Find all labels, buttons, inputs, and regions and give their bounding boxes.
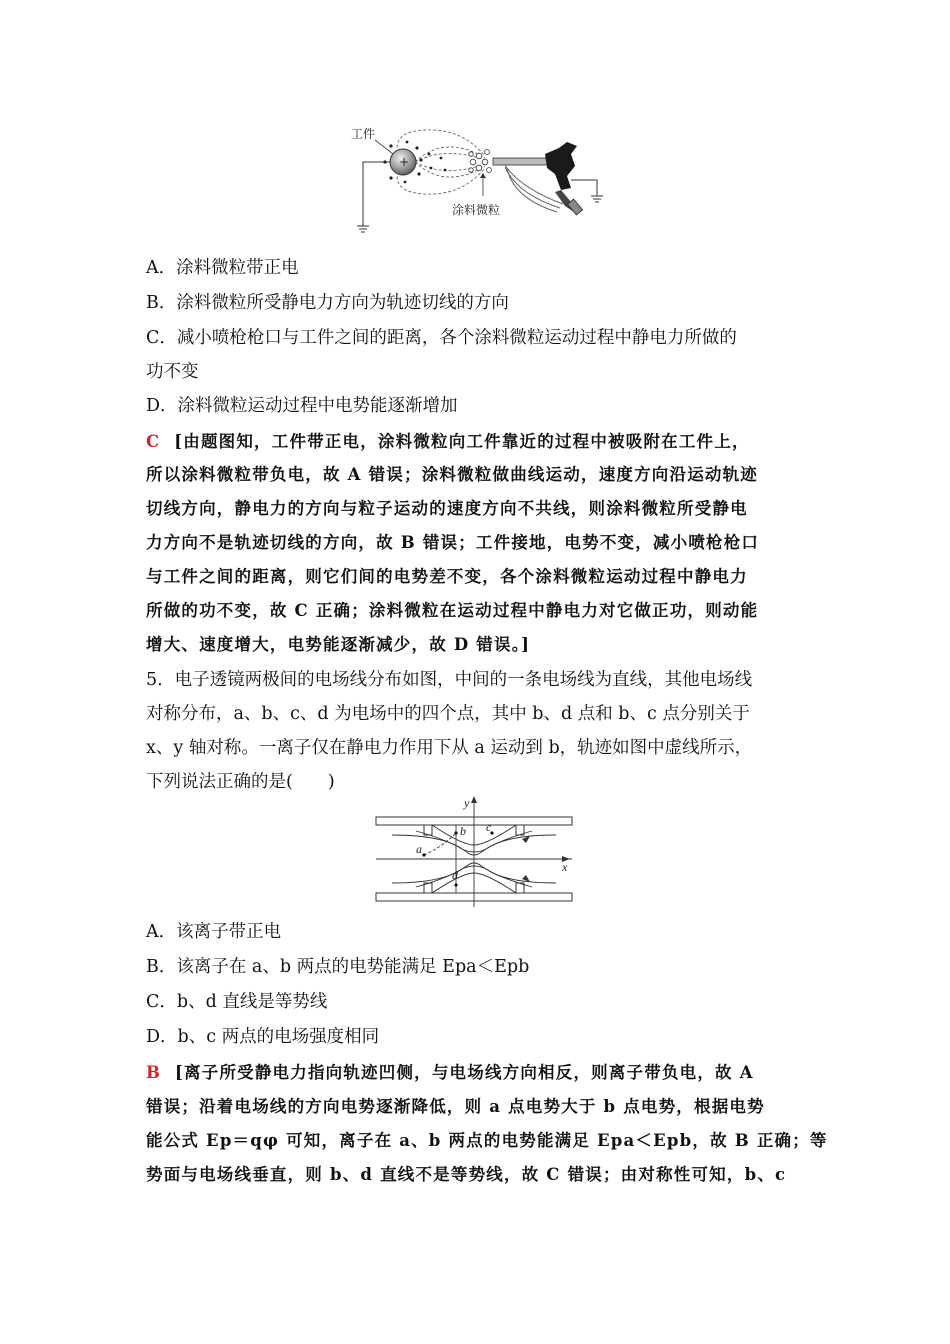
q4-option-c-line2: 功不变 <box>146 362 199 382</box>
q4-explanation-0: [由题图知，工件带正电，涂料微粒向工件靠近的过程中被吸附在工件上， <box>174 432 750 451</box>
q4-answer-letter: C <box>146 432 161 451</box>
q5-explanation-1: 错误；沿着电场线的方向电势逐渐降低，则 a 点电势大于 b 点电势，根据电势 <box>146 1097 765 1116</box>
point-a-label: a <box>416 842 422 856</box>
q5-stem-3: 下列说法正确的是( ) <box>146 772 335 792</box>
q5-option-b: B．该离子在 a、b 两点的电势能满足 Epa＜Epb <box>146 957 530 977</box>
q4-option-d: D．涂料微粒运动过程中电势能逐渐增加 <box>146 396 458 416</box>
q5-explanation-3: 势面与电场线垂直，则 b、d 直线不是等势线，故 C 错误；由对称性可知，b、c <box>146 1165 787 1184</box>
q4-explanation-5: 所做的功不变，故 C 正确；涂料微粒在运动过程中静电力对它做正功，则动能 <box>146 601 759 620</box>
q5-explanation-0: [离子所受静电力指向轨迹凹侧，与电场线方向相反，则离子带负电，故 A <box>175 1063 754 1082</box>
spray-painting-figure <box>345 118 605 243</box>
q4-option-b: B．涂料微粒所受静电力方向为轨迹切线的方向 <box>146 293 509 313</box>
q4-explanation-1: 所以涂料微粒带负电，故 A 错误；涂料微粒做曲线运动，速度方向沿运动轨迹 <box>146 465 758 484</box>
q4-explanation-3: 力方向不是轨迹切线的方向，故 B 错误；工件接地，电势不变，减小喷枪枪口 <box>146 533 760 552</box>
q4-explanation-2: 切线方向，静电力的方向与粒子运动的速度方向不共线，则涂料微粒所受静电 <box>146 499 748 518</box>
point-d-label: d <box>452 868 458 882</box>
q5-option-a: A．该离子带正电 <box>146 922 282 942</box>
q4-option-a: A．涂料微粒带正电 <box>146 258 299 278</box>
q4-explanation-6: 增大、速度增大，电势能逐渐减少，故 D 错误。] <box>146 635 531 654</box>
x-axis-label: x <box>562 860 568 874</box>
q5-stem-2: x、y 轴对称。一离子仅在静电力作用下从 a 运动到 b，轨迹如图中虚线所示， <box>146 738 753 758</box>
q5-option-c: C．b、d 直线是等势线 <box>146 992 328 1012</box>
workpiece-label: 工件 <box>351 127 376 141</box>
q5-explanation-2: 能公式 Ep＝qφ 可知，离子在 a、b 两点的电势能满足 Epa＜Epb，故 B 正确；等 <box>146 1131 828 1150</box>
q4-explanation-line <box>146 430 750 454</box>
q5-answer-letter: B <box>146 1063 162 1082</box>
electron-lens-figure <box>372 795 577 910</box>
q5-option-d: D．b、c 两点的电场强度相同 <box>146 1027 380 1047</box>
q5-explanation-line <box>146 1061 754 1085</box>
q4-explanation-4: 与工件之间的距离，则它们间的电势差不变，各个涂料微粒运动过程中静电力 <box>146 567 748 586</box>
y-axis-label: y <box>464 796 470 810</box>
q5-stem-0: 5．电子透镜两极间的电场线分布如图，中间的一条电场线为直线，其他电场线 <box>146 670 753 690</box>
particles-label: 涂料微粒 <box>452 203 501 217</box>
point-b-label: b <box>460 824 466 838</box>
point-c-label: c <box>486 820 492 834</box>
q5-stem-1: 对称分布，a、b、c、d 为电场中的四个点，其中 b、d 点和 b、c 点分别关于 <box>146 704 750 724</box>
q4-option-c-line1: C．减小喷枪枪口与工件之间的距离，各个涂料微粒运动过程中静电力所做的 <box>146 328 737 348</box>
plus-sign: + <box>399 155 410 169</box>
